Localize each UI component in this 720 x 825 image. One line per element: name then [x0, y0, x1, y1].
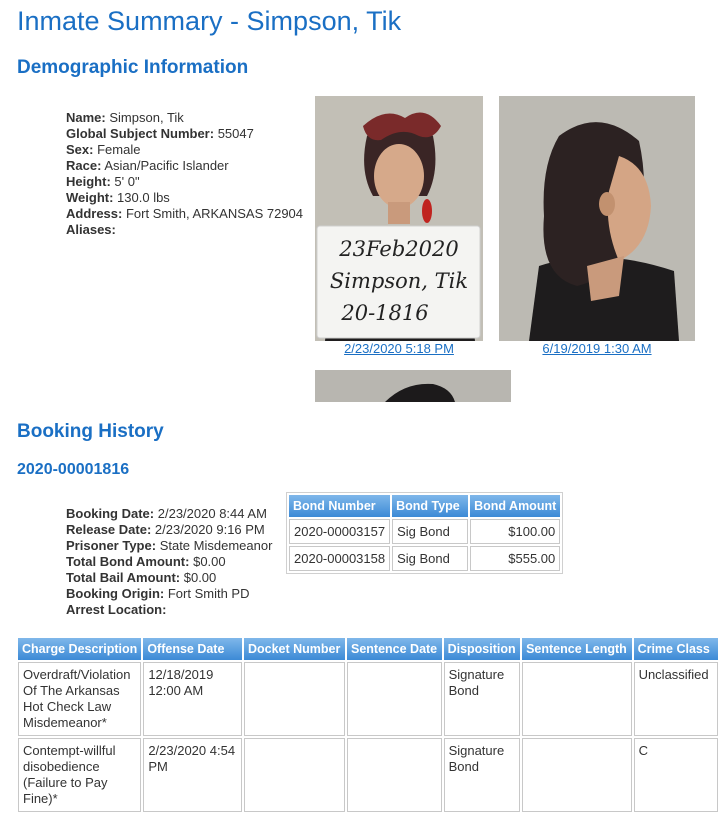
demographic-details	[66, 110, 303, 238]
crime-class-header[interactable]: Crime Class	[634, 638, 718, 660]
page-title: Inmate Summary - Simpson, Tik	[17, 6, 402, 36]
bond-amount-cell: $100.00	[470, 519, 560, 544]
crime-class-cell: C	[634, 738, 718, 812]
subject-number-row: Global Subject Number: 55047	[66, 126, 254, 141]
mugshot-profile[interactable]	[499, 96, 695, 341]
sentence-date-cell	[347, 662, 442, 736]
bond-table	[286, 492, 563, 574]
offense-date-cell: 2/23/2020 4:54 PM	[143, 738, 242, 812]
docket-number-header[interactable]: Docket Number	[244, 638, 345, 660]
mugshot-front-link[interactable]: 2/23/2020 5:18 PM	[344, 341, 454, 356]
prisoner-type-row: Prisoner Type: State Misdemeanor	[66, 538, 273, 553]
mugshot-front[interactable]	[315, 96, 483, 341]
sign-date: 23Feb2020	[339, 237, 459, 261]
charge-description-cell: Overdraft/Violation Of The Arkansas Hot Check Law Misdemeanor*	[18, 662, 141, 736]
booking-details	[66, 506, 272, 618]
demographic-heading: Demographic Information	[17, 57, 249, 78]
bond-type-cell: Sig Bond	[392, 519, 468, 544]
sign-number: 20-1816	[341, 301, 429, 325]
table-row	[18, 662, 718, 736]
charge-description-header[interactable]: Charge Description	[18, 638, 141, 660]
booking-number: 2020-00001816	[17, 461, 130, 478]
aliases-row: Aliases:	[66, 222, 116, 237]
booking-history-heading: Booking History	[17, 421, 164, 442]
release-date-row: Release Date: 2/23/2020 9:16 PM	[66, 522, 265, 537]
charges-header-row	[18, 638, 718, 660]
bond-amount-header[interactable]: Bond Amount	[470, 495, 560, 517]
height-row: Height: 5' 0"	[66, 174, 140, 189]
weight-row: Weight: 130.0 lbs	[66, 190, 170, 205]
disposition-header[interactable]: Disposition	[444, 638, 521, 660]
mugshot-profile-link[interactable]: 6/19/2019 1:30 AM	[542, 341, 652, 356]
bond-amount-cell: $555.00	[470, 546, 560, 571]
sentence-length-header[interactable]: Sentence Length	[522, 638, 631, 660]
name-row: Name: Simpson, Tik	[66, 110, 184, 125]
table-row	[18, 738, 718, 812]
disposition-cell: Signature Bond	[444, 738, 521, 812]
charges-table-container	[16, 636, 720, 814]
total-bond-row: Total Bond Amount: $0.00	[66, 554, 226, 569]
booking-date-row: Booking Date: 2/23/2020 8:44 AM	[66, 506, 267, 521]
sign-name: Simpson, Tik	[329, 269, 469, 293]
crime-class-cell: Unclassified	[634, 662, 718, 736]
charge-description-cell: Contempt-willful disobedience (Failure to Pay Fine)*	[18, 738, 141, 812]
disposition-cell: Signature Bond	[444, 662, 521, 736]
booking-origin-row: Booking Origin: Fort Smith PD	[66, 586, 250, 601]
sentence-date-header[interactable]: Sentence Date	[347, 638, 442, 660]
bond-type-cell: Sig Bond	[392, 546, 468, 571]
total-bail-row: Total Bail Amount: $0.00	[66, 570, 217, 585]
bond-type-header[interactable]: Bond Type	[392, 495, 468, 517]
offense-date-header[interactable]: Offense Date	[143, 638, 242, 660]
bond-header-row	[289, 495, 560, 517]
bond-number-cell: 2020-00003157	[289, 519, 390, 544]
table-row	[289, 519, 560, 544]
sentence-date-cell	[347, 738, 442, 812]
address-row: Address: Fort Smith, ARKANSAS 72904	[66, 206, 304, 221]
sex-row: Sex: Female	[66, 142, 141, 157]
charges-table	[16, 636, 720, 814]
bond-number-header[interactable]: Bond Number	[289, 495, 390, 517]
mugshot-additional[interactable]	[315, 370, 511, 402]
table-row	[289, 546, 560, 571]
docket-number-cell	[244, 662, 345, 736]
offense-date-cell: 12/18/2019 12:00 AM	[143, 662, 242, 736]
race-row: Race: Asian/Pacific Islander	[66, 158, 229, 173]
docket-number-cell	[244, 738, 345, 812]
arrest-location-row: Arrest Location:	[66, 602, 167, 617]
sentence-length-cell	[522, 662, 631, 736]
bond-number-cell: 2020-00003158	[289, 546, 390, 571]
sentence-length-cell	[522, 738, 631, 812]
